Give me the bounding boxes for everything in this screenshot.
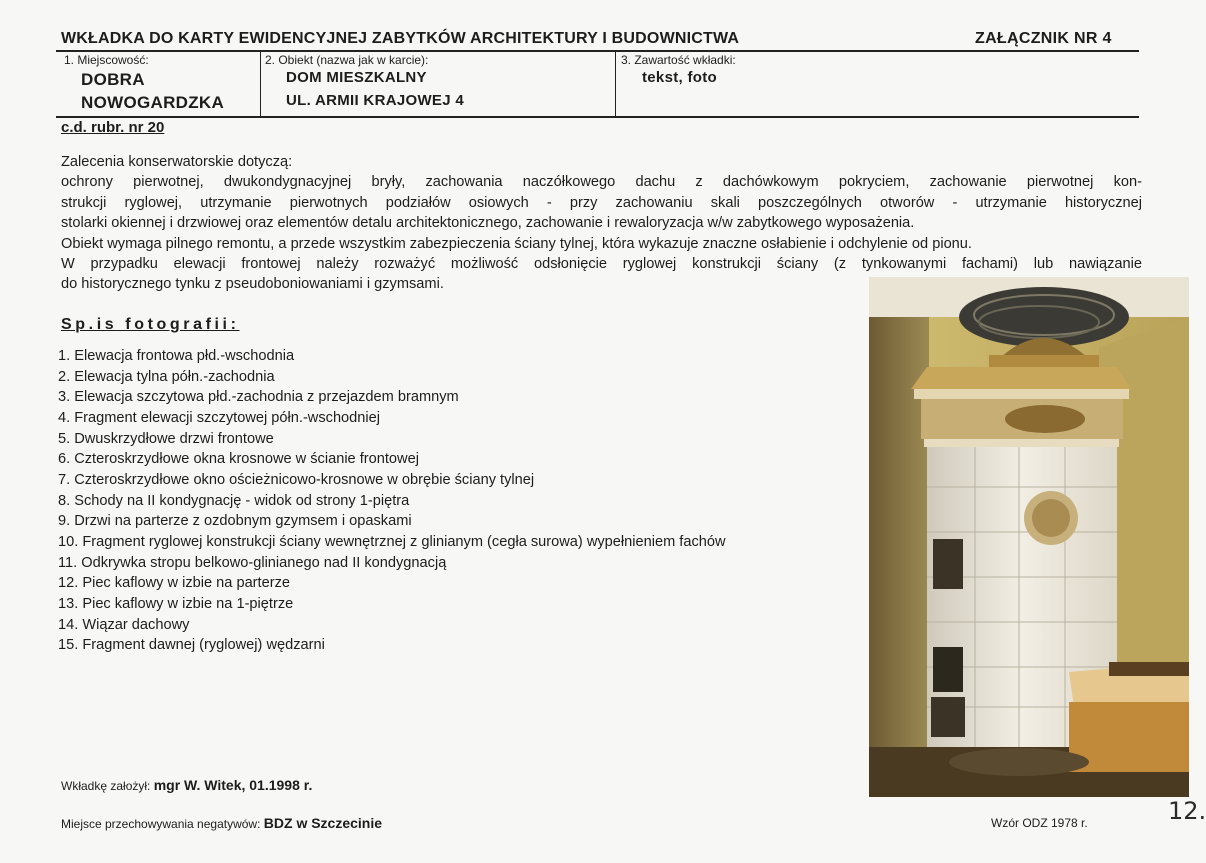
rubric-continuation: c.d. rubr. nr 20 — [61, 119, 165, 136]
author-value: mgr W. Witek, 01.1998 r. — [153, 777, 313, 793]
paragraph-line: Obiekt wymaga pilnego remontu, a przede wszystkim zabezpieczenia ściany tylnej, która wykazuje znaczne osłabienie i odchylenie od pionu. — [61, 235, 972, 252]
paragraph-line: W przypadku elewacji frontowej należy rozważyć możliwość odsłonięcie ryglowej konstrukcji ściany (z tynkowanymi fachami) lub nawiązanie — [61, 256, 1142, 273]
paragraph-line: do historycznego tynku z pseudoboniowaniami i gzymsami. — [61, 276, 444, 293]
paragraph-line: strukcji ryglowej, utrzymanie pierwotnych podziałów osiowych - przy zachowaniu skali poszczególnych otworów - utrzymanie historycznej — [61, 194, 1142, 211]
list-item: 13. Piec kaflowy w izbie na 1-piętrze — [58, 595, 294, 612]
list-item: 8. Schody na II kondygnację - widok od strony 1-piętra — [58, 492, 410, 509]
list-item: 9. Drzwi na parterze z ozdobnym gzymsem i opaskami — [58, 513, 412, 530]
author-label: Wkładkę założył: — [61, 779, 151, 793]
field-divider — [615, 52, 616, 116]
content-value: tekst, foto — [642, 69, 717, 86]
list-item: 3. Elewacja szczytowa płd.-zachodnia z przejazdem bramnym — [58, 389, 459, 406]
object-label: 2. Obiekt (nazwa jak w karcie): — [265, 53, 429, 67]
header-rule — [56, 50, 1139, 52]
paragraph-line: Zalecenia konserwatorskie dotyczą: — [61, 154, 293, 170]
storage-label: Miejsce przechowywania negatywów: — [61, 817, 261, 831]
paragraph-line: ochrony pierwotnej, dwukondygnacyjnej bryły, zachowania naczółkowego dachu z dachówkowym pokryciem, zachowanie pierwotnej kon- — [61, 174, 1142, 191]
locality-line: NOWOGARDZKA — [81, 93, 225, 112]
list-item: 1. Elewacja frontowa płd.-wschodnia — [58, 348, 295, 364]
list-item: 4. Fragment elewacji szczytowej półn.-wschodniej — [58, 409, 381, 426]
photo-list-heading: Sp.is fotografii: — [61, 316, 240, 333]
list-item: 2. Elewacja tylna półn.-zachodnia — [58, 368, 275, 385]
storage-value: BDZ w Szczecinie — [263, 815, 383, 831]
content-label: 3. Zawartość wkładki: — [621, 53, 736, 67]
object-line: DOM MIESZKALNY — [286, 69, 427, 86]
list-item: 5. Dwuskrzydłowe drzwi frontowe — [58, 430, 274, 447]
conservation-recommendations — [61, 152, 1142, 295]
template-id: Wzór ODZ 1978 r. — [991, 816, 1088, 830]
annex-number: ZAŁĄCZNIK NR 4 — [975, 30, 1112, 47]
photo-list — [58, 346, 726, 656]
stove-illustration — [869, 277, 1189, 797]
locality-value — [81, 68, 224, 114]
list-item: 6. Czteroskrzydłowe okna krosnowe w ścianie frontowej — [58, 451, 419, 468]
field-divider — [260, 52, 261, 116]
list-item: 12. Piec kaflowy w izbie na parterze — [58, 575, 290, 592]
storage-line — [61, 815, 382, 831]
list-item: 7. Czteroskrzydłowe okno ościeżnicowo-krosnowe w obrębie ściany tylnej — [58, 471, 535, 488]
paragraph-line: stolarki okiennej i drzwiowej oraz elementów detalu architektonicznego, zachowanie i rewaloryzacja w/w zabytkowego wyposażenia. — [61, 215, 915, 232]
locality-line: DOBRA — [81, 70, 145, 89]
list-item: 10. Fragment ryglowej konstrukcji ściany wewnętrznej z glinianym (cegła surowa) wypełnieniem fachów — [58, 533, 726, 550]
list-item: 11. Odkrywka stropu belkowo-glinianego nad II kondygnacją — [58, 554, 447, 571]
list-item: 14. Wiązar dachowy — [58, 616, 190, 633]
locality-label: 1. Miejscowość: — [64, 53, 149, 67]
author-line — [61, 777, 312, 793]
object-line: UL. ARMII KRAJOWEJ 4 — [286, 92, 464, 109]
list-item: 15. Fragment dawnej (ryglowej) wędzarni — [58, 637, 325, 654]
object-value — [286, 66, 464, 112]
page-number: 12. — [1168, 797, 1206, 825]
tiled-stove-photo — [869, 277, 1189, 797]
form-title: WKŁADKA DO KARTY EWIDENCYJNEJ ZABYTKÓW ARCHITEKTURY I BUDOWNICTWA — [61, 30, 740, 47]
fields-bottom-rule — [56, 116, 1139, 118]
